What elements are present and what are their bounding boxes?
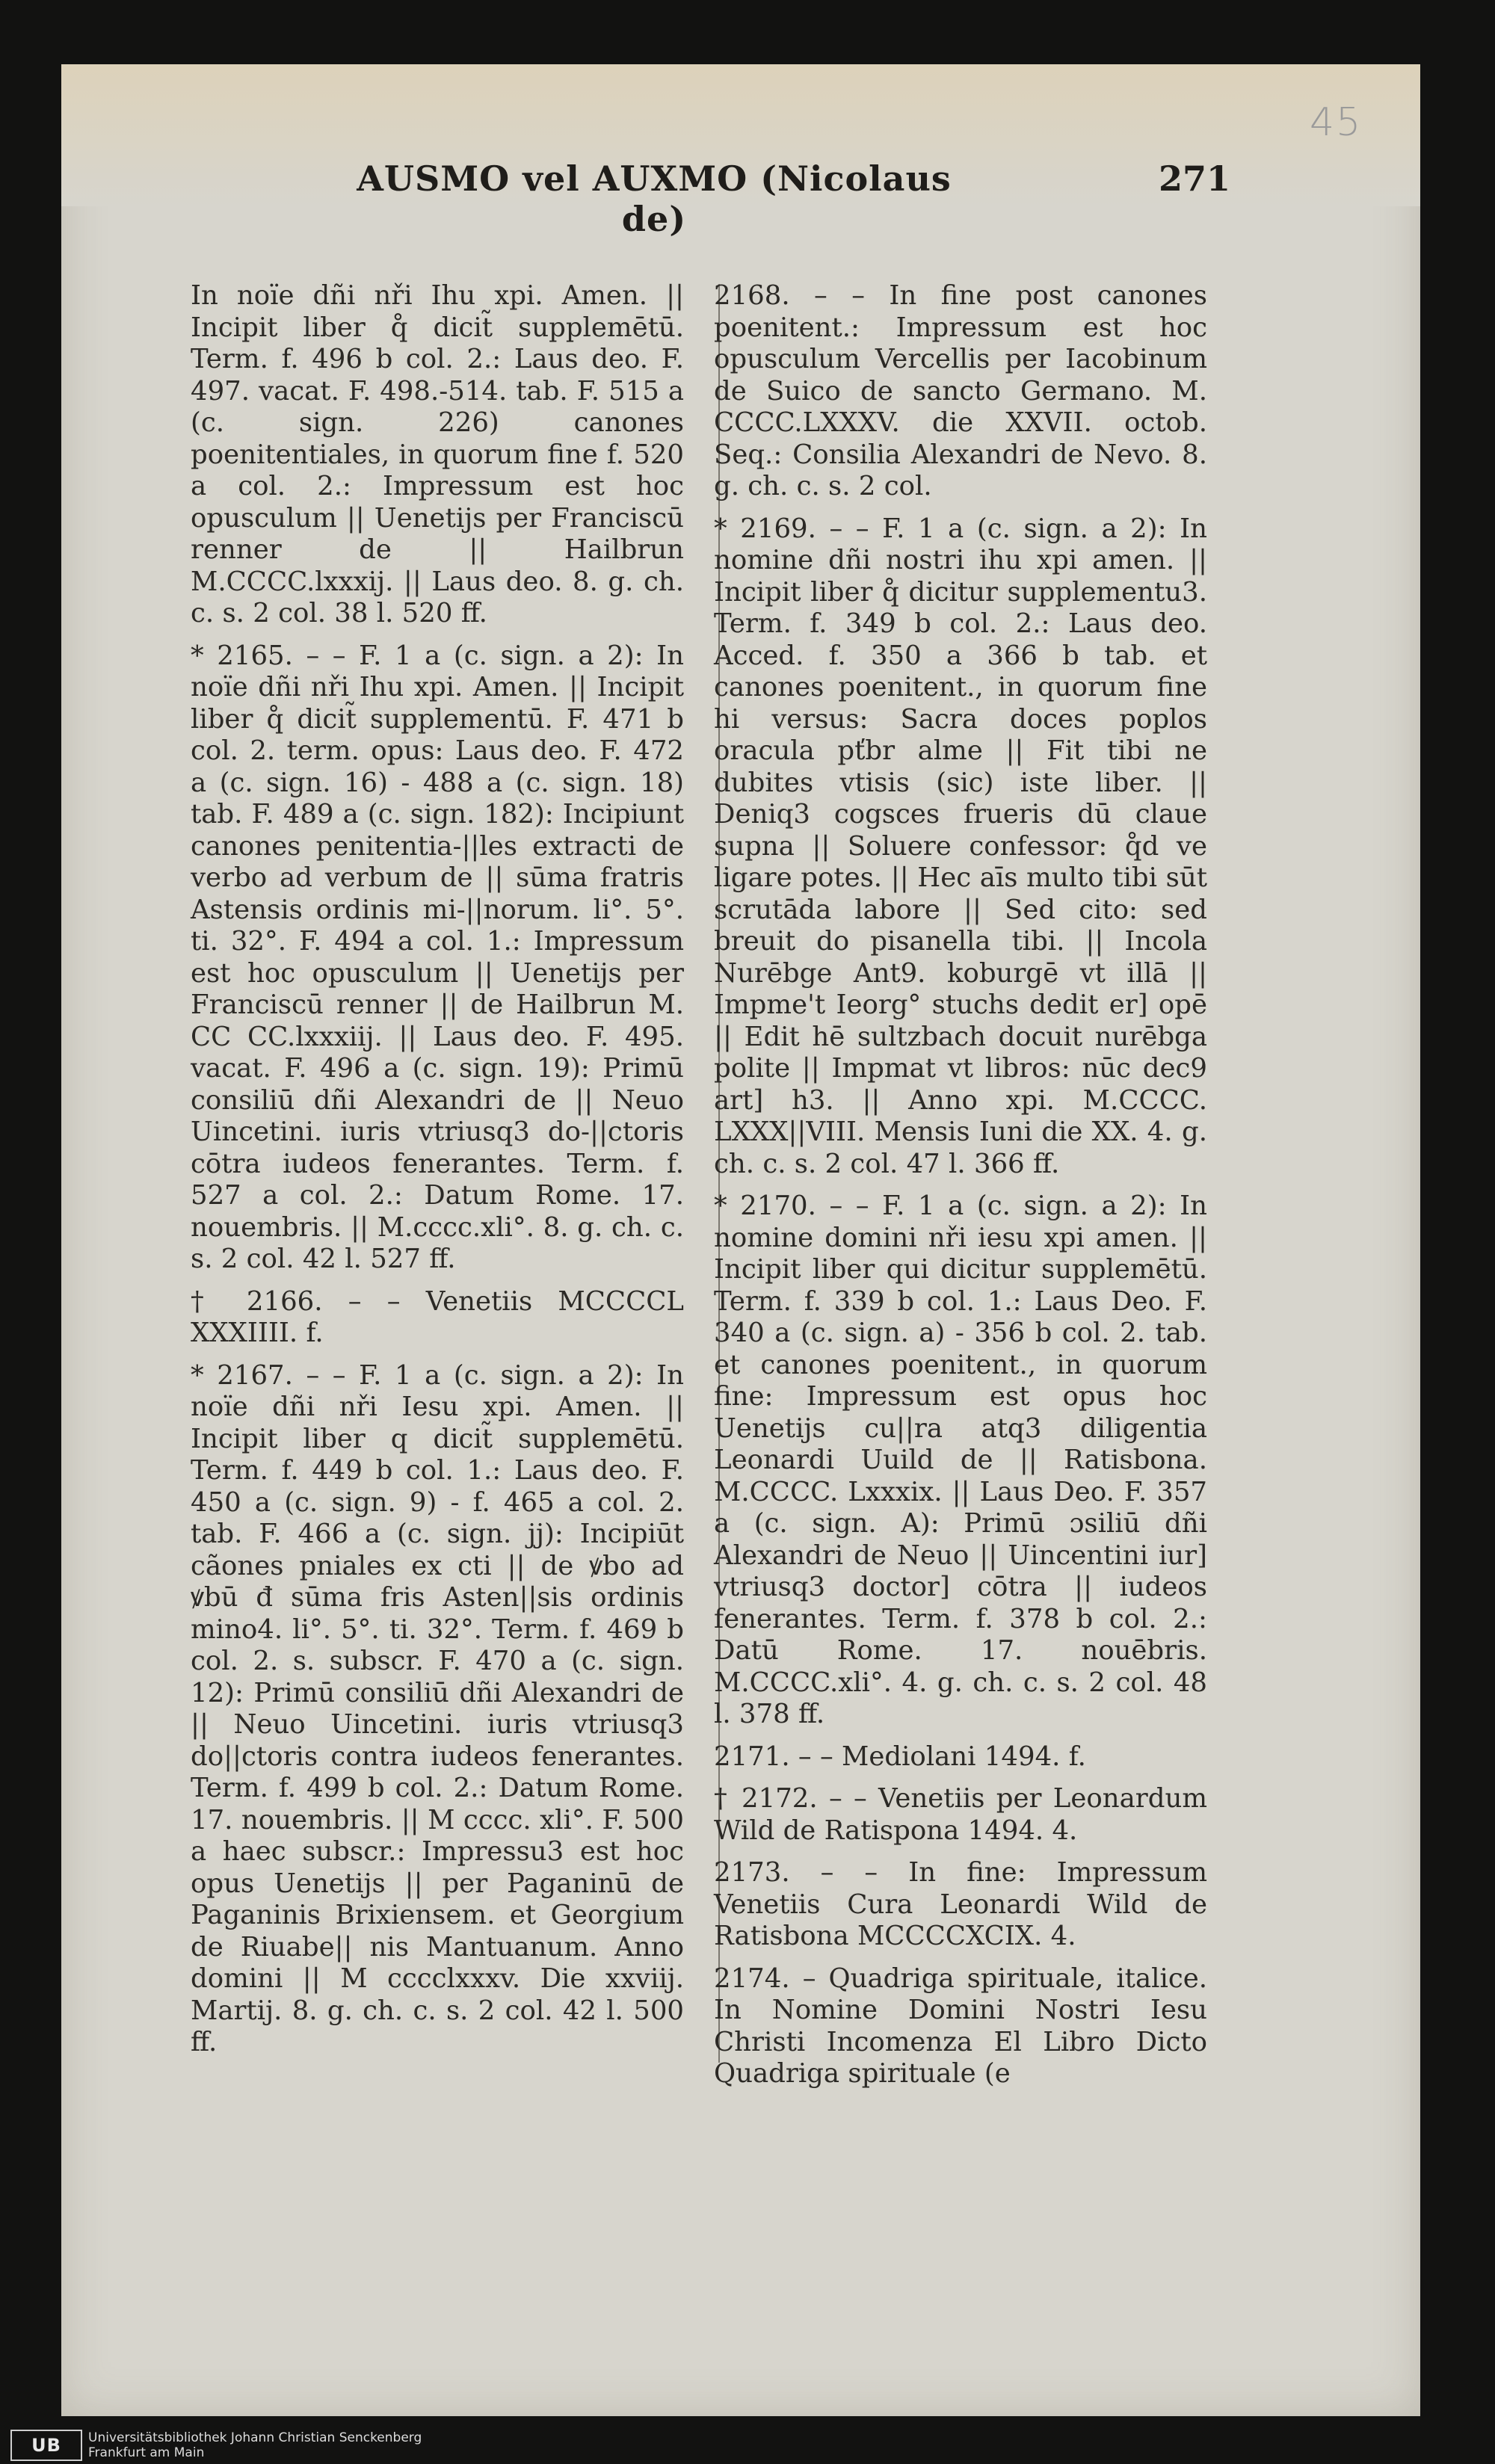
entry-2168: 2168. – – In fine post canones poenitent.: Impressum est hoc opusculum Vercellis per Iacobinum de Suico de sancto Germano. M. CCCC.LXXXV. die XXVII. octob. Seq.: Consilia Alexandri de Nevo. 8. g. ch. c. s. 2 col. bbox=[714, 280, 1207, 501]
right-column bbox=[714, 280, 1207, 2101]
entry-2170: * 2170. – – F. 1 a (c. sign. a 2): In nomine domini nři iesu xpi amen. || Incipit liber qui dicitur supplemētū. Term. f. 339 b col. 1.: Laus Deo. F. 340 a (c. sign. a) - 356 b col. 2. tab. et canones poenitent., in quorum fine: Impressum est opus hoc Uenetijs cu||ra atq3 diligentia Leonardi Uuild de || Ratisbona. M.CCCC. Lxxxix. || Laus Deo. F. 357 a (c. sign. A): Primū ɔsiliū dñi Alexandri de Neuo || Uincentini iur] vtriusq3 doctor] cōtra || iudeos fenerantes. Term. f. 378 b col. 2.: Datū Rome. 17. nouēbris. M.CCCC.xli°. 4. g. ch. c. s. 2 col. 48 l. 378 ff. bbox=[714, 1191, 1207, 1729]
running-head: AUSMO vel AUXMO (Nicolaus de) bbox=[357, 158, 952, 239]
entry-2171: 2171. – – Mediolani 1494. f. bbox=[714, 1741, 1086, 1772]
entry-2169: * 2169. – – F. 1 a (c. sign. a 2): In nomine dñi nostri ihu xpi amen. || Incipit liber q̊ dicitur supplementu3. Term. f. 349 b col. 2.: Laus deo. Acced. f. 350 a 366 b tab. et canones poenitent., in quorum fine hi versus: Sacra doces poplos oracula pťbr alme || Fit tibi ne dubites vtisis (sic) iste liber. || Deniq3 cogsces frueris dū claue supna || Soluere confessor: q̊d ve ligare potes. || Hec aīs multo tibi sūt scrutāda labore || Sed cito: sed breuit do pisanella tibi. || Incola Nurēbge Ant9. koburgē vt illā || Impme't Ieorg° stuchs dedit er] opē || Edit hē sultzbach docuit nurēbga polite || Impmat vt libros: nūc dec9 art] h3. || Anno xpi. M.CCCC. LXXX||VIII. Mensis Iuni die XX. 4. g. ch. c. s. 2 col. 47 l. 366 ff. bbox=[714, 513, 1207, 1179]
entry-2174: 2174. – Quadriga spirituale, italice. In Nomine Domini Nostri Iesu Christi Incomenza El Libro Dicto Quadriga spirituale (e bbox=[714, 1963, 1207, 2089]
entry-2165: * 2165. – – F. 1 a (c. sign. a 2): In noïe dñi nři Ihu xpi. Amen. || Incipit liber q̊ dicit̃ supplementū. F. 471 b col. 2. term. opus: Laus deo. F. 472 a (c. sign. 16) - 488 a (c. sign. 18) tab. F. 489 a (c. sign. 182): Incipiunt canones penitentia-||les extracti de verbo ad verbum de || sūma fratris Astensis ordinis mi-||norum. li°. 5°. ti. 32°. F. 494 a col. 1.: Impressum est hoc opusculum || Uenetijs per Franciscū renner || de Hailbrun M. CC CC.lxxxiij. || Laus deo. F. 495. vacat. F. 496 a (c. sign. 19): Primū consiliū dñi Alexandri de || Neuo Uincetini. iuris vtriusq3 do-||ctoris cōtra iudeos fenerantes. Term. f. 527 a col. 2.: Datum Rome. 17. nouembris. || M.cccc.xli°. 8. g. ch. c. s. 2 col. 42 l. 527 ff. bbox=[191, 640, 684, 1274]
library-logo: UB bbox=[10, 2430, 82, 2461]
page-number: 271 bbox=[1159, 158, 1231, 199]
entry-2166: † 2166. – – Venetiis MCCCCL XXXIIII. f. bbox=[191, 1285, 684, 1348]
entry-2172: † 2172. – – Venetiis per Leonardum Wild de Ratispona 1494. 4. bbox=[714, 1783, 1207, 1846]
entry-2173: 2173. – – In fine: Impressum Venetiis Cura Leonardi Wild de Ratisbona MCCCCXCIX. 4. bbox=[714, 1857, 1207, 1951]
entry-2164-cont: In noïe dñi nři Ihu xpi. Amen. || Incipit liber q̊ dicit̃ supplemētū. Term. f. 496 b col. 2.: Laus deo. F. 497. vacat. F. 498.-514. tab. F. 515 a (c. sign. 226) canones poenitentiales, in quorum fine f. 520 a col. 2.: Impressum est hoc opusculum || Uenetijs per Franciscū renner de || Hailbrun M.CCCC.lxxxij. || Laus deo. 8. g. ch. c. s. 2 col. 38 l. 520 ff. bbox=[191, 280, 684, 629]
left-column bbox=[191, 280, 684, 2069]
footer-city: Frankfurt am Main bbox=[88, 2445, 205, 2460]
entry-2167: * 2167. – – F. 1 a (c. sign. a 2): In noïe dñi nři Iesu xpi. Amen. || Incipit liber q dicit̃ supplemētū. Term. f. 449 b col. 1.: Laus deo. F. 450 a (c. sign. 9) - f. 465 a col. 2. tab. F. 466 a (c. sign. jj): Incipiūt cãones pniales ex cti || de ꝟbo ad ꝟbū đ sūma fris Asten||sis ordinis mino4. li°. 5°. ti. 32°. Term. f. 469 b col. 2. s. subscr. F. 470 a (c. sign. 12): Primū consiliū dñi Alexandri de || Neuo Uincetini. iuris vtriusq3 do||ctoris contra iudeos fenerantes. Term. f. 499 b col. 2.: Datum Rome. 17. nouembris. || M cccc. xli°. F. 500 a haec subscr.: Impressu3 est hoc opus Uenetijs || per Paganinū de Paganinis Brixiensem. et Georgium de Riuabe|| nis Mantuanum. Anno domini || M cccclxxxv. Die xxviij. Martij. 8. g. ch. c. s. 2 col. 42 l. 500 ff. bbox=[191, 1359, 684, 2057]
pencil-folio-mark: 45 bbox=[1310, 100, 1363, 145]
footer-institution: Universitätsbibliothek Johann Christian Senckenberg bbox=[88, 2430, 422, 2445]
